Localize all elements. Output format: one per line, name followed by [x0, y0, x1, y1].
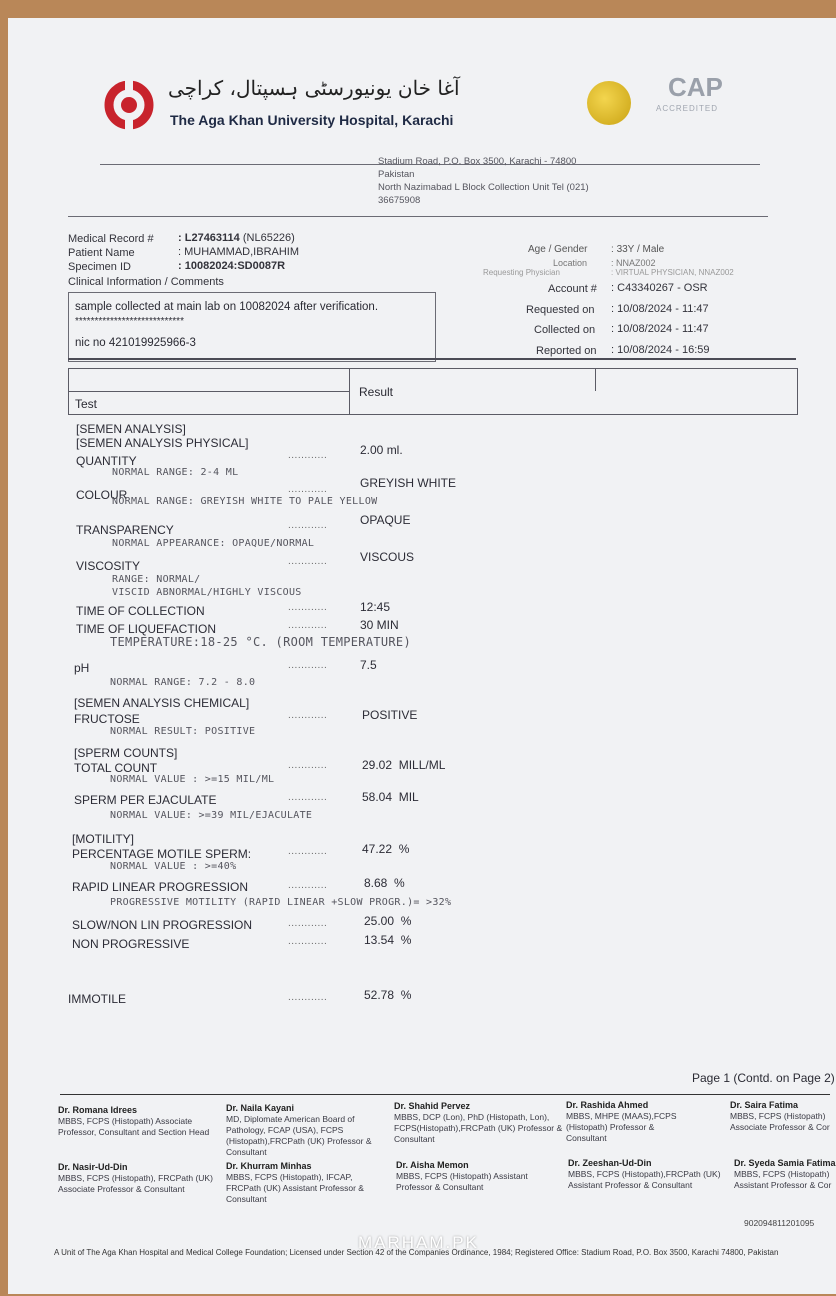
viscosity-normal-2: VISCID ABNORMAL/HIGHLY VISCOUS [112, 587, 302, 598]
doctor-card: Dr. Naila Kayani MD, Diplomate American Board of Pathology, FCAP (USA), FCPS (Histopath),FRCPath (UK) Professor & Consultant [226, 1103, 372, 1157]
age-label: Age / Gender [528, 244, 588, 255]
viscosity-value: VISCOUS [360, 550, 415, 564]
temperature-note: TEMPERATURE:18-25 °C. (ROOM TEMPERATURE) [110, 635, 411, 649]
viscosity-dots: ............ [288, 556, 328, 567]
fructose-normal: NORMAL RESULT: POSITIVE [110, 726, 256, 737]
colour-dots: ............ [288, 484, 328, 495]
pct-motile-label: PERCENTAGE MOTILE SPERM: [72, 847, 252, 861]
time-collection-value: 12:45 [360, 600, 391, 614]
patient-name-label: Patient Name [68, 247, 135, 259]
fructose-dots: ............ [288, 710, 328, 721]
immotile-value: 52.78 % [364, 988, 412, 1002]
slow-label: SLOW/NON LIN PROGRESSION [72, 918, 253, 932]
clinical-info-label: Clinical Information / Comments [68, 276, 224, 288]
requested-value: : 10/08/2024 - 11:47 [611, 303, 709, 315]
rapid-normal: PROGRESSIVE MOTILITY (RAPID LINEAR +SLOW PROGR.)= >32% [110, 897, 452, 908]
per-ejaculate-value: 58.04 MIL [362, 790, 419, 804]
total-count-value: 29.02 MILL/ML [362, 758, 446, 772]
section-physical: [SEMEN ANALYSIS PHYSICAL] [76, 436, 249, 450]
time-collection-label: TIME OF COLLECTION [76, 604, 205, 618]
watermark: MARHAM.PK [358, 1233, 479, 1252]
per-ejaculate-label: SPERM PER EJACULATE [74, 793, 217, 807]
hospital-name: The Aga Khan University Hospital, Karachi [170, 112, 454, 128]
doctor-card: Dr. Zeeshan-Ud-Din MBBS, FCPS (Histopath),FRCPath (UK) Assistant Professor & Consultant [568, 1158, 721, 1190]
transparency-value: OPAQUE [360, 513, 411, 527]
viscosity-normal-1: RANGE: NORMAL/ [112, 574, 201, 585]
address-block: Stadium Road, P.O. Box 3500, Karachi - 74800 Pakistan North Nazimabad L Block Collection Unit Tel (021) 36675908 [378, 156, 589, 206]
doctor-card: Dr. Rashida Ahmed MBBS, MHPE (MAAS),FCPS (Histopath) Professor & Consultant [566, 1100, 677, 1143]
col-test: Test [75, 397, 98, 411]
comments-box [68, 292, 436, 362]
time-liquefaction-dots: ............ [288, 620, 328, 631]
time-liquefaction-value: 30 MIN [360, 618, 399, 632]
collected-label: Collected on [534, 324, 596, 336]
cap-logo: CAP [668, 72, 723, 102]
comment-line-2: **************************** [75, 316, 184, 327]
address-rule [68, 216, 768, 217]
total-count-label: TOTAL COUNT [74, 761, 158, 775]
doctor-card: Dr. Romana Idrees MBBS, FCPS (Histopath) Associate Professor, Consultant and Section Head [58, 1105, 210, 1137]
document-code: 902094811201095 [744, 1218, 815, 1228]
total-count-normal: NORMAL VALUE : >=15 MIL/ML [110, 774, 275, 785]
specimen-value: : 10082024:SD0087R [178, 260, 286, 272]
fructose-label: FRUCTOSE [74, 712, 140, 726]
doctor-card: Dr. Saira Fatima MBBS, FCPS (Histopath) Associate Professor & Cor [730, 1100, 830, 1132]
section-chemical: [SEMEN ANALYSIS CHEMICAL] [74, 696, 250, 710]
rapid-label: RAPID LINEAR PROGRESSION [72, 880, 249, 894]
colour-normal: NORMAL RANGE: GREYISH WHITE TO PALE YELLOW [112, 496, 378, 507]
mrn-value: : L27463114 (NL65226) [178, 232, 295, 244]
section-sperm-counts: [SPERM COUNTS] [74, 746, 178, 760]
section-motility: [MOTILITY] [72, 832, 135, 846]
gold-seal-icon [587, 81, 631, 125]
nonprog-dots: ............ [288, 936, 328, 947]
doctor-card: Dr. Khurram Minhas MBBS, FCPS (Histopath), IFCAP, FRCPath (UK) Assistant Professor & Consultant [226, 1161, 364, 1204]
footer-rule [60, 1094, 830, 1095]
requested-label: Requested on [526, 304, 595, 316]
pct-motile-dots: ............ [288, 846, 328, 857]
rapid-value: 8.68 % [364, 876, 405, 890]
rapid-dots: ............ [288, 880, 328, 891]
age-value: : 33Y / Male [611, 244, 665, 255]
per-ejaculate-dots: ............ [288, 792, 328, 803]
immotile-label: IMMOTILE [68, 992, 127, 1006]
location-label: Location [553, 258, 588, 268]
cap-accredited: ACCREDITED [656, 104, 719, 113]
col-result: Result [359, 385, 394, 399]
physician-value: : VIRTUAL PHYSICIAN, NNAZ002 [611, 268, 734, 277]
doctor-card: Dr. Syeda Samia Fatima MBBS, FCPS (Histopath) Assistant Professor & Cor [734, 1158, 836, 1190]
colour-label: COLOUR [76, 488, 128, 502]
ph-label: pH [74, 661, 90, 675]
fructose-value: POSITIVE [362, 708, 418, 722]
time-collection-dots: ............ [288, 602, 328, 613]
viscosity-label: VISCOSITY [76, 559, 141, 573]
footer-legal: A Unit of The Aga Khan Hospital and Medical College Foundation; Licensed under Section 42 of the Companies Ordinance, 1984; Registered Office: Stadium Road, P.O. Box 3500, Karachi 74800, Pakistan [54, 1248, 779, 1257]
doctor-card: Dr. Shahid Pervez MBBS, DCP (Lon), PhD (Histopath, Lon), FCPS(Histopath),FRCPath (UK) Professor & Consultant [394, 1101, 563, 1144]
specimen-label: Specimen ID [68, 261, 131, 273]
transparency-dots: ............ [288, 520, 328, 531]
physician-label: Requesting Physician [483, 268, 560, 277]
slow-dots: ............ [288, 918, 328, 929]
ph-dots: ............ [288, 660, 328, 671]
quantity-dots: ............ [288, 450, 328, 461]
doctor-card: Dr. Nasir-Ud-Din MBBS, FCPS (Histopath), FRCPath (UK) Associate Professor & Consultant [58, 1162, 213, 1194]
transparency-label: TRANSPARENCY [76, 523, 174, 537]
colour-value: GREYISH WHITE [360, 476, 457, 490]
total-count-dots: ............ [288, 760, 328, 771]
akuh-logo-icon [100, 78, 158, 132]
patient-name-value: : MUHAMMAD,IBRAHIM [178, 246, 300, 258]
comment-line-1: sample collected at main lab on 10082024 after verification. [75, 301, 379, 313]
pct-motile-value: 47.22 % [362, 842, 410, 856]
immotile-dots: ............ [288, 992, 328, 1003]
mrn-label: Medical Record # [68, 233, 154, 245]
time-liquefaction-label: TIME OF LIQUEFACTION [76, 622, 217, 636]
nonprog-label: NON PROGRESSIVE [72, 937, 190, 951]
location-value: : NNAZ002 [611, 258, 656, 268]
quantity-value: 2.00 ml. [360, 443, 403, 457]
section-semen-analysis: [SEMEN ANALYSIS] [76, 422, 186, 436]
slow-value: 25.00 % [364, 914, 412, 928]
page-indicator: Page 1 (Contd. on Page 2) [692, 1071, 835, 1085]
table-top-rule [68, 358, 796, 360]
per-ejaculate-normal: NORMAL VALUE: >=39 MIL/EJACULATE [110, 810, 313, 821]
comment-line-3: nic no 421019925966-3 [75, 337, 196, 349]
ph-normal: NORMAL RANGE: 7.2 - 8.0 [110, 677, 256, 688]
report-paper [8, 18, 836, 1294]
reported-value: : 10/08/2024 - 16:59 [611, 344, 710, 356]
nonprog-value: 13.54 % [364, 933, 412, 947]
urdu-hospital-name: آغا خان یونیورسٹی ہسپتال، کراچی [168, 76, 460, 100]
reported-label: Reported on [536, 345, 597, 357]
doctor-card: Dr. Aisha Memon MBBS, FCPS (Histopath) Assistant Professor & Consultant [396, 1160, 528, 1192]
table-header [68, 368, 798, 415]
account-value: : C43340267 - OSR [611, 282, 708, 294]
ph-value: 7.5 [360, 658, 377, 672]
collected-value: : 10/08/2024 - 11:47 [611, 323, 709, 335]
pct-motile-normal: NORMAL VALUE : >=40% [110, 861, 237, 872]
quantity-label: QUANTITY [76, 454, 137, 468]
quantity-normal: NORMAL RANGE: 2-4 ML [112, 467, 239, 478]
account-label: Account # [548, 283, 597, 295]
transparency-normal: NORMAL APPEARANCE: OPAQUE/NORMAL [112, 538, 315, 549]
